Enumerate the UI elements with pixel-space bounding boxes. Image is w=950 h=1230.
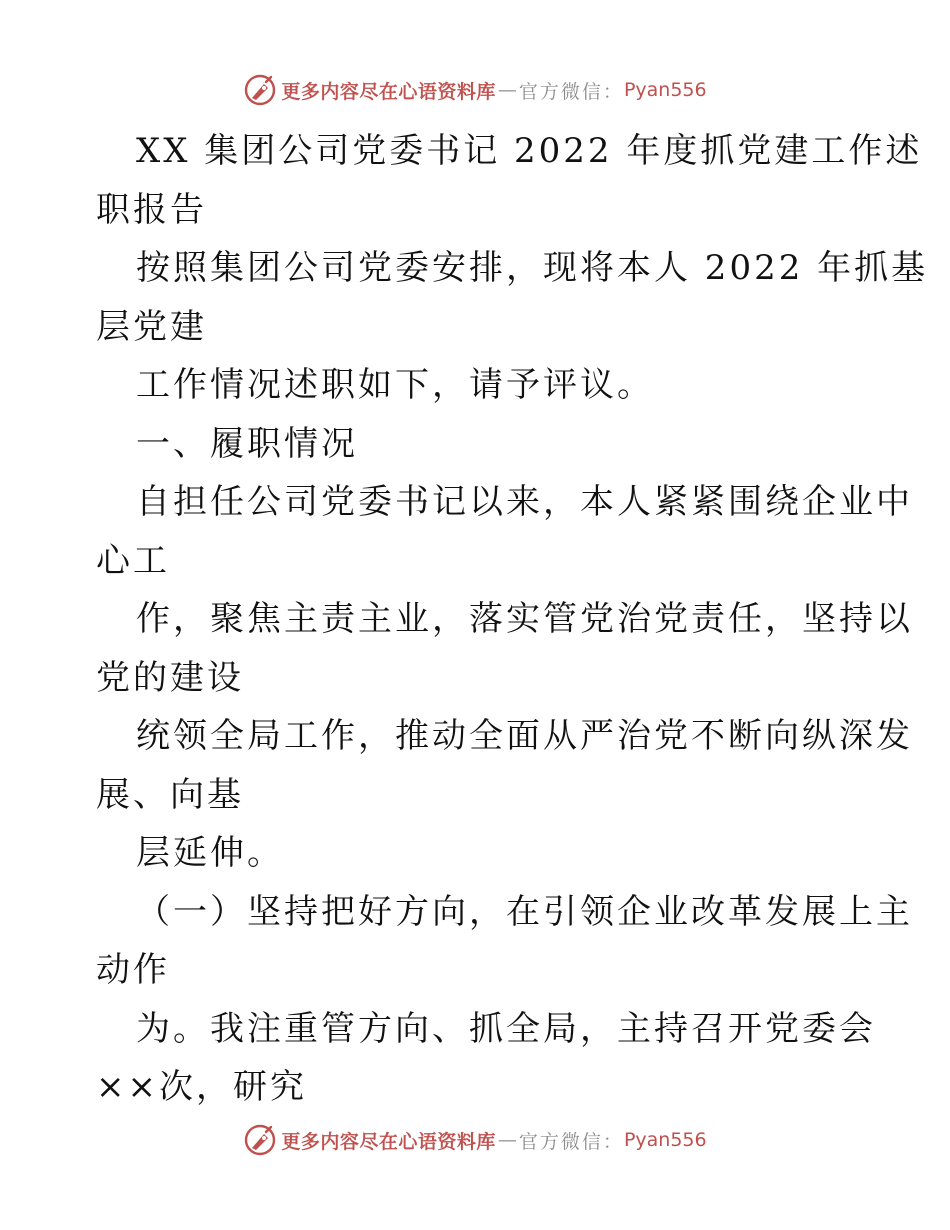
document-line: 层党建 xyxy=(96,306,207,347)
banner-text: 更多内容尽在心语资料库 xyxy=(281,1130,496,1153)
document-line: 展、向基 xyxy=(96,774,244,815)
document-line: 统领全局工作，推动全面从严治党不断向纵深发 xyxy=(136,716,913,756)
document-line: XX 集团公司党委书记 2022 年度抓党建工作述 xyxy=(136,131,923,171)
document-line: 按照集团公司党委安排，现将本人 2022 年抓基 xyxy=(136,248,929,288)
pen-nib-logo-icon xyxy=(243,73,277,107)
document-line: 动作 xyxy=(96,950,170,990)
header-banner xyxy=(0,70,950,110)
document-line: 自担任公司党委书记以来，本人紧紧围绕企业中 xyxy=(136,482,913,522)
document-line: 作，聚焦主责主业，落实管党治党责任，坚持以 xyxy=(136,599,913,639)
document-body xyxy=(96,122,929,1117)
document-line: 心工 xyxy=(96,540,170,581)
banner-wechat-id: Pyan556 xyxy=(623,79,707,101)
document-line: 层延伸。 xyxy=(136,833,284,873)
document-line: 党的建设 xyxy=(96,657,244,698)
banner-dash: — xyxy=(497,1129,517,1151)
footer-banner xyxy=(0,1120,950,1160)
document-line: 职报告 xyxy=(96,189,207,230)
banner-dash: — xyxy=(497,79,517,101)
banner-wechat-label: 官方微信： xyxy=(518,1130,624,1153)
document-line: 为。我注重管方向、抓全局，主持召开党委会 xyxy=(136,1008,876,1049)
document-line: 工作情况述职如下，请予评议。 xyxy=(136,365,654,405)
document-line: （一）坚持把好方向，在引领企业改革发展上主 xyxy=(136,891,913,932)
pen-nib-logo-icon xyxy=(243,1123,277,1157)
banner-wechat-id: Pyan556 xyxy=(623,1129,707,1151)
document-line: ××次，研究 xyxy=(96,1067,307,1107)
banner-text: 更多内容尽在心语资料库 xyxy=(281,80,496,103)
banner-wechat-label: 官方微信： xyxy=(518,80,624,103)
document-line: 一、履职情况 xyxy=(136,423,358,464)
